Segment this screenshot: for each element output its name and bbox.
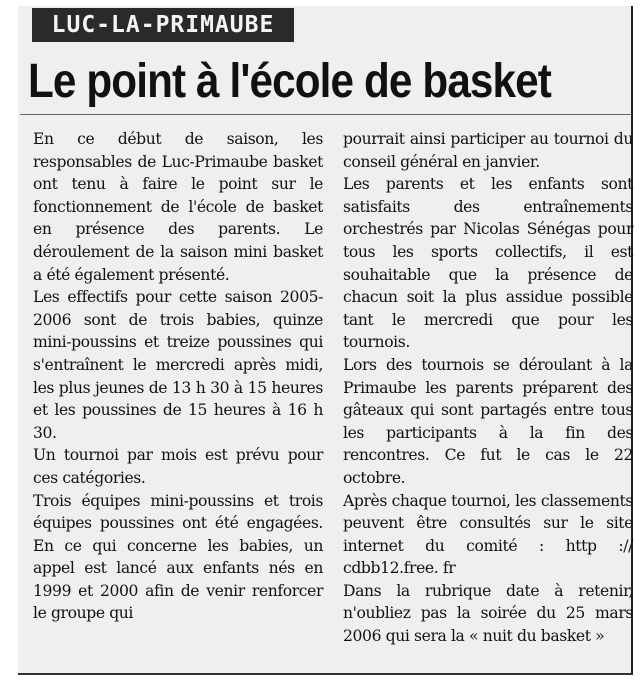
- paragraph: Après chaque tournoi, les classements peuvent être consultés sur le site internet du comité : http :// cdbb12.free. fr: [343, 491, 633, 578]
- headline-divider: [20, 114, 631, 115]
- paragraph: Les effectifs pour cette saison 2005-2006 sont de trois babies, quinze mini-poussins et treize poussines qui s'entraînent le mercredi après midi, les plus jeunes de 13 h 30 à 15 heures et les poussines de 15 heures à 16 h 30.: [33, 288, 323, 442]
- section-kicker: LUC-LA-PRIMAUBE: [32, 8, 294, 42]
- paragraph: Un tournoi par mois est prévu pour ces catégories.: [33, 446, 323, 487]
- paragraph: Trois équipes mini-poussins et trois équipes poussines ont été engagées. En ce qui concerne les babies, un appel est lancé aux enfants nés en 1999 et 2000 afin de venir renforcer le groupe qui: [33, 491, 323, 623]
- article-column-right: [343, 128, 633, 648]
- paragraph: Lors des tournois se déroulant à la Primaube les parents préparent des gâteaux qui sont partagés entre tous les participants à la fin des rencontres. Ce fut le cas le 22 octobre.: [343, 355, 633, 487]
- paragraph: En ce début de saison, les responsables de Luc-Primaube basket ont tenu à faire le point sur le fonctionnement de l'école de basket en présence des parents. Le déroulement de la saison mini basket a été également présenté.: [33, 130, 323, 284]
- paragraph: pourrait ainsi participer au tournoi du conseil général en janvier.: [343, 130, 633, 171]
- paragraph: Les parents et les enfants sont satisfaits des entraînements orchestrés par Nicolas Sénégas pour tous les sports collectifs, il est souhaitable que la présence de chacun soit la plus assidue possible tant le mercredi que pour les tournois.: [343, 175, 633, 352]
- article-headline: Le point à l'école de basket: [28, 55, 551, 108]
- paragraph: Dans la rubrique date à retenir, n'oubliez pas la soirée du 25 mars 2006 qui sera la « nuit du basket »: [343, 581, 633, 646]
- article-column-left: [33, 128, 323, 625]
